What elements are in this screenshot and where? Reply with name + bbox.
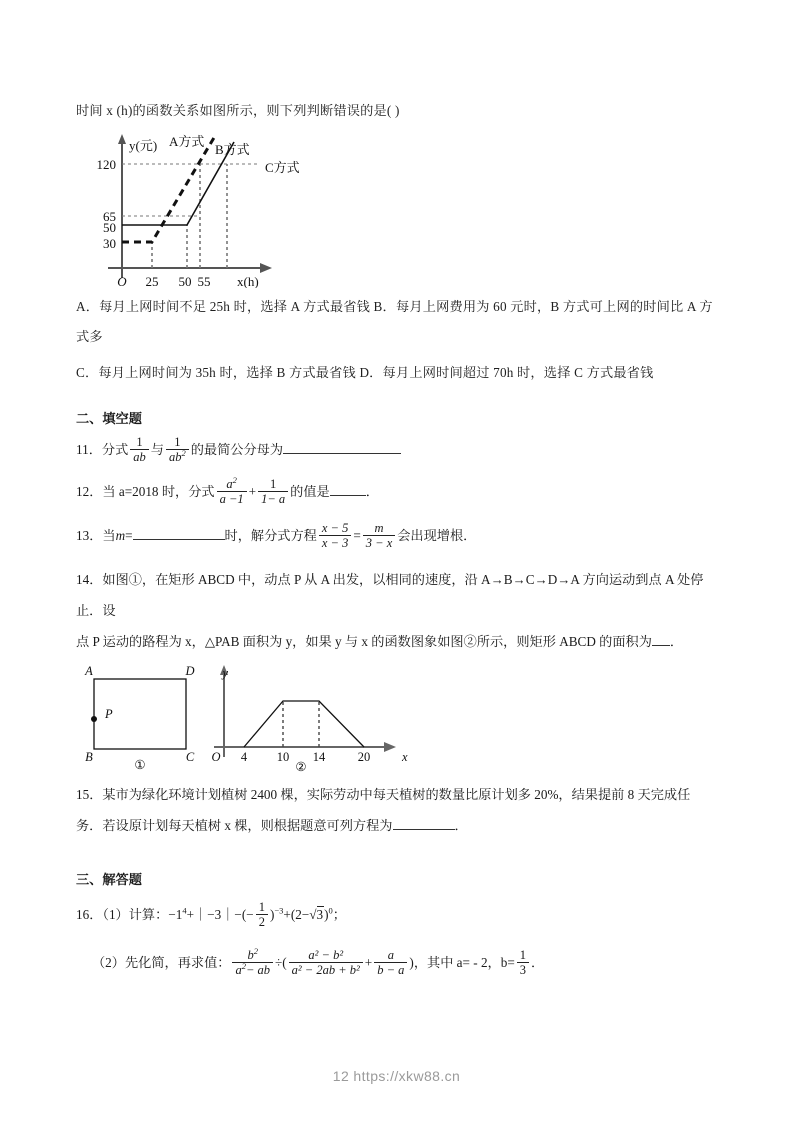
q14-answer-blank[interactable] xyxy=(652,632,670,646)
question-stem-line: 时间 x (h)的函数关系如图所示，则下列判断错误的是( ) xyxy=(76,103,400,118)
svg-text:A方式: A方式 xyxy=(169,134,205,149)
q16-p2-f3-denominator: b − a xyxy=(374,962,407,978)
q15-answer-blank[interactable] xyxy=(393,816,455,830)
q13-f1-denominator: x − 3 xyxy=(319,535,351,551)
q16-p1-t4: +(2− xyxy=(283,906,310,922)
svg-text:65: 65 xyxy=(103,209,116,224)
q16-p1-t1-exponent: 4 xyxy=(182,905,187,916)
svg-text:C: C xyxy=(185,749,195,764)
choice-line-a-wrap: 式多 xyxy=(76,329,103,344)
svg-text:x: x xyxy=(402,749,408,764)
svg-text:55: 55 xyxy=(197,274,211,288)
q12-f1-num-exponent: 2 xyxy=(232,474,237,485)
q16-p2-f1-den-tail: − ab xyxy=(245,962,271,977)
q15-line1: 某市为绿化环境计划植树 2400 棵，实际劳动中每天植树的数量比原计划多 20%，结果提前 8 天完成任 xyxy=(102,786,691,802)
q16-number: 16． xyxy=(76,906,103,922)
sqrt-icon: √3 xyxy=(309,906,324,922)
choice-line-ab: A．每月上网时间不足 25h 时，选择 A 方式最省钱 B．每月上网费用为 60 元时，B 方式可上网的时间比 A 方 xyxy=(76,299,713,314)
question-11 xyxy=(76,434,726,466)
question-16-part-1 xyxy=(76,899,726,931)
q13-number: 13． xyxy=(76,527,103,543)
q16-p1-t2: +｜−3｜−(− xyxy=(186,906,254,922)
svg-text:y: y xyxy=(222,665,228,680)
q15-line2-pre: 务．若设原计划每天植树 x 棵，则根据题意可列方程为 xyxy=(76,817,393,833)
q12-number: 12． xyxy=(76,483,103,499)
svg-text:4: 4 xyxy=(240,749,248,764)
q16-p2-given-denominator: 3 xyxy=(517,962,529,978)
q16-p1-t1: −1 xyxy=(168,906,183,922)
q13-fraction-2 xyxy=(363,521,395,551)
q16-p2-close: ) xyxy=(409,954,414,970)
svg-text:120: 120 xyxy=(96,157,116,172)
q13-lead: 当 xyxy=(102,527,116,543)
q11-answer-blank[interactable] xyxy=(283,440,401,454)
q16-p2-fraction-2 xyxy=(289,948,363,978)
q11-frac1-denominator: ab xyxy=(130,449,149,465)
question-16-part-2 xyxy=(76,947,726,979)
q14-figures-svg xyxy=(76,661,416,773)
q16-p2-f2-numerator: a² − b² xyxy=(308,947,344,962)
svg-text:A: A xyxy=(85,663,93,678)
q11-frac2-den-exponent: 2 xyxy=(181,447,186,458)
svg-text:x(h): x(h) xyxy=(237,274,259,288)
q11-lead: 分式 xyxy=(101,442,129,457)
q16-p1-end: ； xyxy=(332,906,346,922)
q16-p1-fraction xyxy=(256,900,268,930)
q16-p1-frac-denominator: 2 xyxy=(256,914,268,930)
q14-line2-pre: 点 P 运动的路程为 x，△PAB 面积为 y，如果 y 与 x 的函数图象如图②所示，则矩形 ABCD 的面积为 xyxy=(76,633,652,649)
q16-p1-t3: ) xyxy=(269,906,275,922)
q12-period: ． xyxy=(365,483,379,499)
svg-text:②: ② xyxy=(295,759,307,773)
page-watermark: 12 https://xkw88.cn xyxy=(332,1068,461,1084)
question-14-line-1 xyxy=(76,564,726,626)
q12-fraction-1 xyxy=(217,474,247,507)
q16-p1-t5-exponent: 0 xyxy=(328,905,333,916)
q11-frac2-numerator: 1 xyxy=(174,434,181,449)
question-15-line-2 xyxy=(76,810,726,841)
svg-text:O: O xyxy=(211,749,221,764)
q12-tail: 的值是 xyxy=(290,483,330,499)
question-13 xyxy=(76,520,726,552)
q16-p1-t5: ) xyxy=(324,906,329,922)
section-two-heading: 二、填空题 xyxy=(76,411,142,426)
svg-text:10: 10 xyxy=(276,749,290,764)
q16-p2-f1-den-exponent: 2 xyxy=(241,960,246,971)
svg-text:P: P xyxy=(105,706,113,721)
q15-number: 15． xyxy=(76,786,103,802)
q12-f1-numerator xyxy=(217,474,247,491)
q11-between: 与 xyxy=(150,442,164,457)
section-three-heading: 三、解答题 xyxy=(76,871,142,887)
q16-part1-label: （1）计算： xyxy=(102,906,169,922)
q16-p2-given-numerator: 1 xyxy=(519,947,527,962)
q12-lead: 当 a=2018 时，分式 xyxy=(102,483,215,499)
svg-text:B: B xyxy=(85,749,93,764)
q13-answer-blank[interactable] xyxy=(133,526,225,540)
q11-number: 11． xyxy=(76,442,102,457)
q13-f1-numerator: x − 5 xyxy=(321,520,349,535)
svg-text:B方式: B方式 xyxy=(215,142,250,157)
q16-p2-given-fraction xyxy=(517,948,529,978)
page-content xyxy=(76,96,726,979)
q16-p2-f1-num-exponent: 2 xyxy=(253,945,258,956)
q16-p2-plus: + xyxy=(364,954,373,970)
q11-frac2-den-base: ab xyxy=(168,449,182,464)
q16-p1-radicand: 3 xyxy=(316,906,324,922)
q13-equals: = xyxy=(125,527,133,543)
svg-text:50: 50 xyxy=(178,274,192,288)
q14-number: 14． xyxy=(76,571,103,587)
svg-text:①: ① xyxy=(134,757,146,772)
choice-line-cd: C．每月上网时间为 35h 时，选择 B 方式最省钱 D．每月上网时间超过 70h 时，选择 C 方式最省钱 xyxy=(76,365,654,380)
q16-p1-frac-numerator: 1 xyxy=(258,899,265,914)
svg-text:D: D xyxy=(185,663,195,678)
q11-tail: 的最简公分母为 xyxy=(190,442,284,457)
q15-line2-post: ． xyxy=(454,817,468,833)
q16-p2-f1-denominator xyxy=(232,962,273,978)
rate-plan-svg xyxy=(82,128,382,288)
svg-text:O: O xyxy=(117,274,127,288)
q16-p2-f1-numerator xyxy=(232,945,273,962)
q13-fraction-1 xyxy=(319,521,351,551)
q13-variable: m xyxy=(115,527,126,543)
q13-tail: 会出现增根． xyxy=(397,527,477,543)
question-12 xyxy=(76,476,726,508)
q12-fraction-2 xyxy=(258,477,288,507)
rate-plan-figure xyxy=(82,128,726,288)
q12-plus: + xyxy=(248,483,257,499)
q12-f2-numerator: 1 xyxy=(269,476,277,491)
q16-p2-given-end: ． xyxy=(531,954,545,970)
question-15-line-1 xyxy=(76,779,726,810)
q12-answer-blank[interactable] xyxy=(330,482,366,496)
q16-p2-f3-numerator: a xyxy=(387,947,394,962)
q16-p2-f1-den-base: a xyxy=(235,962,242,977)
q11-frac2-denominator xyxy=(166,449,189,465)
q13-f2-numerator: m xyxy=(374,520,384,535)
svg-text:C方式: C方式 xyxy=(265,160,300,175)
q12-f1-denominator: a −1 xyxy=(217,491,247,507)
q13-eq: = xyxy=(353,527,361,543)
q11-frac1-numerator: 1 xyxy=(136,434,143,449)
q16-p2-fraction-3 xyxy=(374,948,407,978)
question-14-line-2 xyxy=(76,626,726,657)
q12-f2-denominator: 1− a xyxy=(258,491,288,507)
svg-text:y(元): y(元) xyxy=(129,138,158,153)
q14-line1: 如图①，在矩形 ABCD 中，动点 P 从 A 出发，以相同的速度，沿 A→B→C→D→A 方向运动到点 A 处停止．设 xyxy=(76,571,704,618)
q16-p2-f2-denominator: a² − 2ab + b² xyxy=(289,962,363,978)
q12-f1-num-base: a xyxy=(226,476,233,491)
q16-p1-t3-exponent: −3 xyxy=(274,905,284,916)
q13-mid: 时，解分式方程 xyxy=(224,527,317,543)
svg-text:30: 30 xyxy=(103,236,116,251)
q11-fraction-1 xyxy=(130,435,149,465)
q13-f2-denominator: 3 − x xyxy=(363,535,395,551)
q14-line2-post: ． xyxy=(669,633,684,649)
q16-p2-div: ÷( xyxy=(275,954,287,970)
q16-p2-given-pre: ，其中 a= - 2，b= xyxy=(413,954,515,970)
svg-text:20: 20 xyxy=(357,749,371,764)
q16-part2-label: （2）先化简，再求值： xyxy=(92,954,231,970)
q16-p2-fraction-1 xyxy=(232,945,273,978)
svg-text:14: 14 xyxy=(312,749,326,764)
q11-fraction-2 xyxy=(166,435,189,465)
q16-p2-f1-num-base: b xyxy=(247,947,254,962)
svg-text:25: 25 xyxy=(145,274,159,288)
svg-text:50: 50 xyxy=(103,220,116,235)
question-14-figures xyxy=(76,661,726,773)
